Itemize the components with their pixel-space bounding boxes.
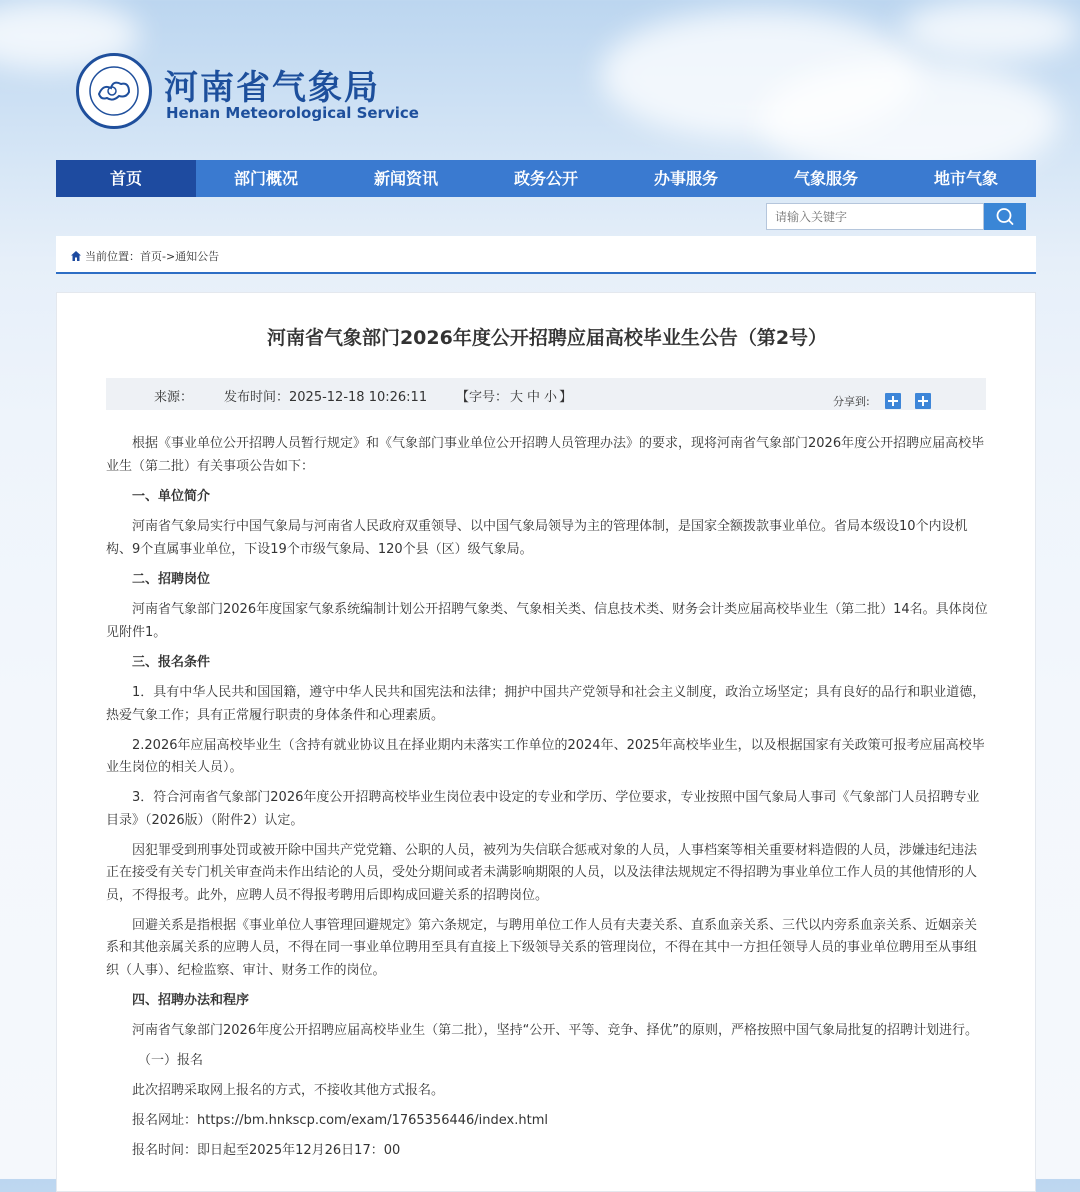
nav-item-cities[interactable]: 地市气象 bbox=[933, 169, 998, 188]
article-paragraph: 因犯罪受到刑事处罚或被开除中国共产党党籍、公职的人员，被列为失信联合惩戒对象的人员，人事档案等相关重要材料造假的人员，涉嫌违纪违法正在接受有关专门机关审查尚未作出结论的人员，受处分期间或者未满影响期限的人员，以及法律法规规定不得招聘为事业单位工作人员的其他情形的人员，不得报考。此外，应聘人员不得报考聘用后即构成回避关系的招聘岗位。 bbox=[106, 842, 978, 903]
article-paragraph: 河南省气象局实行中国气象局与河南省人民政府双重领导、以中国气象局领导为主的管理体制，是国家全额拨款事业单位。省局本级设10个内设机构、9个直属事业单位，下设19个市级气象局、120个县（区）级气象局。 bbox=[106, 519, 968, 557]
breadcrumb-bar bbox=[56, 236, 1036, 274]
registration-url[interactable]: 报名网址：https://bm.hnkscp.com/exam/1765356446/index.html bbox=[132, 1113, 548, 1128]
pubtime-value: 2025-12-18 10:26:11 bbox=[289, 390, 428, 405]
source-label: 来源： bbox=[154, 390, 194, 405]
subsection-heading: （一）报名 bbox=[138, 1053, 204, 1068]
article-paragraph: 回避关系是指根据《事业单位人事管理回避规定》第六条规定，与聘用单位工作人员有夫妻关系、直系血亲关系、三代以内旁系血亲关系、近姻亲关系和其他亲属关系的应聘人员，不得在同一事业单位聘用至具有直接上下级领导关系的管理岗位，不得在其中一方担任领导人员的事业单位聘用至从事组织（人事）、纪检监察、审计、财务工作的岗位。 bbox=[106, 917, 978, 978]
section-heading: 三、报名条件 bbox=[132, 654, 211, 670]
nav-item-about[interactable]: 部门概况 bbox=[233, 169, 298, 188]
section-heading: 二、招聘岗位 bbox=[132, 571, 211, 587]
font-size-label: 【字号： bbox=[456, 390, 509, 405]
article-paragraph: 此次招聘采取网上报名的方式，不接收其他方式报名。 bbox=[132, 1083, 445, 1098]
article-title: 河南省气象部门2026年度公开招聘应届高校毕业生公告（第2号） bbox=[266, 327, 828, 349]
share-plus-icon[interactable] bbox=[885, 393, 901, 409]
font-size-small[interactable]: 小 bbox=[544, 390, 558, 405]
breadcrumb bbox=[70, 248, 219, 264]
site-title-en: Henan Meteorological Service bbox=[166, 104, 419, 122]
site-header bbox=[0, 0, 1080, 160]
article-paragraph: 2.2026年应届高校毕业生（含持有就业协议且在择业期内未落实工作单位的2024年、2025年高校毕业生，以及根据国家有关政策可报考应届高校毕业生岗位的相关人员）。 bbox=[106, 737, 985, 775]
nav-item-news[interactable]: 新闻资讯 bbox=[373, 169, 438, 188]
font-size-medium[interactable]: 中 bbox=[527, 390, 541, 405]
article-panel bbox=[56, 292, 1036, 1192]
font-size-control bbox=[456, 386, 572, 405]
article-body bbox=[106, 433, 988, 1170]
nav-item-services[interactable]: 办事服务 bbox=[653, 169, 718, 188]
search-button[interactable] bbox=[984, 203, 1026, 230]
search-bar bbox=[766, 203, 1026, 230]
main-nav bbox=[56, 160, 1036, 197]
nav-item-weather[interactable]: 气象服务 bbox=[793, 169, 858, 188]
article-paragraph: 1．具有中华人民共和国国籍，遵守中华人民共和国宪法和法律；拥护中国共产党领导和社会主义制度，政治立场坚定；具有良好的品行和职业道德，热爱气象工作；具有正常履行职责的身体条件和心理素质。 bbox=[106, 685, 986, 723]
pubtime-label: 发布时间： bbox=[224, 390, 290, 405]
section-heading: 四、招聘办法和程序 bbox=[132, 992, 250, 1008]
article-paragraph: 河南省气象部门2026年度公开招聘应届高校毕业生（第二批），坚持“公开、平等、竞争、择优”的原则，严格按照中国气象局批复的招聘计划进行。 bbox=[132, 1023, 979, 1038]
article-meta-bar bbox=[106, 378, 986, 410]
site-title-cn: 河南省气象局 bbox=[164, 68, 380, 108]
section-heading: 一、单位简介 bbox=[132, 488, 211, 504]
search-icon bbox=[984, 203, 1026, 230]
nav-item-home[interactable]: 首页 bbox=[56, 160, 196, 197]
pubtime-field bbox=[224, 386, 427, 405]
font-size-close: 】 bbox=[559, 390, 573, 405]
search-input[interactable] bbox=[766, 203, 984, 230]
share-plus-icon[interactable] bbox=[915, 393, 931, 409]
logo-icon[interactable] bbox=[76, 53, 152, 129]
source-field bbox=[154, 386, 193, 405]
registration-time: 报名时间：即日起至2025年12月26日17：00 bbox=[132, 1143, 401, 1158]
article-paragraph: 3．符合河南省气象部门2026年度公开招聘高校毕业生岗位表中设定的专业和学历、学位要求，专业按照中国气象局人事司《气象部门人员招聘专业目录》（2026版）（附件2）认定。 bbox=[106, 790, 980, 828]
nav-item-affairs[interactable]: 政务公开 bbox=[513, 169, 578, 188]
breadcrumb-path[interactable]: 首页->通知公告 bbox=[140, 250, 220, 263]
article-paragraph: 河南省气象部门2026年度国家气象系统编制计划公开招聘气象类、气象相关类、信息技术类、财务会计类应届高校毕业生（第二批）14名。具体岗位见附件1。 bbox=[106, 602, 988, 640]
breadcrumb-label: 当前位置： bbox=[85, 250, 140, 263]
font-size-large[interactable]: 大 bbox=[510, 390, 524, 405]
home-icon bbox=[70, 250, 82, 262]
article-paragraph: 根据《事业单位公开招聘人员暂行规定》和《气象部门事业单位公开招聘人员管理办法》的要求，现将河南省气象部门2026年度公开招聘应届高校毕业生（第二批）有关事项公告如下： bbox=[106, 436, 985, 474]
share-label: 分享到: bbox=[833, 395, 870, 408]
